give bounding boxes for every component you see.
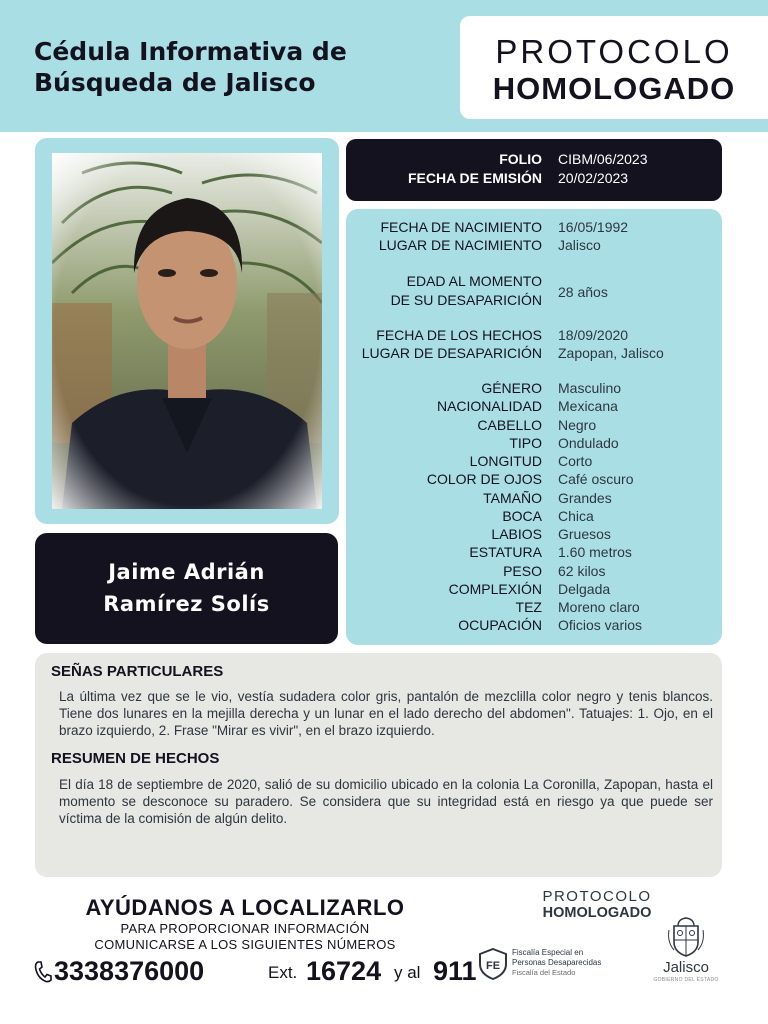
birth-date-label: FECHA DE NACIMIENTO — [380, 219, 542, 235]
feature-value: Delgada — [558, 580, 611, 597]
info-panel — [346, 209, 722, 645]
extension-label: Ext. — [268, 963, 298, 982]
jalisco-label: Jalisco — [663, 959, 709, 976]
fiscalia-badge-text: FE — [485, 960, 501, 972]
feature-value: Café oscuro — [558, 471, 634, 488]
feature-label: TAMAÑO — [483, 489, 542, 506]
age-label-line2: DE SU DESAPARICIÓN — [390, 292, 542, 308]
fiscalia-line1: Fiscalía Especial en — [512, 948, 584, 957]
help-subtitle-line2: COMUNICARSE A LOS SIGUIENTES NÚMEROS — [94, 937, 396, 952]
footer-protocol-line2: HOMOLOGADO — [542, 905, 652, 921]
age-value: 28 años — [558, 284, 608, 300]
person-photo — [52, 153, 322, 509]
fiscalia-text — [512, 948, 601, 978]
feature-label: NACIONALIDAD — [436, 398, 542, 415]
facts-summary-text: El día 18 de septiembre de 2020, salió de su domicilio ubicado en la colonia La Coronilla, Zapopan, hasta el momento se desconoce su paradero. Se considera que su integridad está en riesgo ya que puede ser víctima de la comisión de algún delito. — [59, 777, 713, 826]
disappearance-place-label: LUGAR DE DESAPARICIÓN — [361, 345, 542, 361]
help-subtitle-line1: PARA PROPORCIONAR INFORMACIÓN — [120, 921, 370, 936]
phone-number[interactable]: 3338376000 — [54, 956, 205, 986]
contact-phone-line — [34, 955, 477, 989]
feature-label: LONGITUD — [469, 453, 542, 469]
folio-value: CIBM/06/2023 — [558, 151, 648, 167]
issue-date-value: 20/02/2023 — [558, 170, 629, 186]
birth-place-value: Jalisco — [558, 237, 601, 253]
feature-value: Gruesos — [558, 526, 611, 542]
fiscalia-logo — [478, 946, 638, 986]
feature-label: COLOR DE OJOS — [426, 471, 542, 488]
feature-value: Negro — [558, 416, 597, 433]
person-photo-image — [52, 153, 322, 509]
fiscalia-shield-icon — [478, 948, 508, 980]
feature-label: COMPLEXIÓN — [448, 580, 542, 597]
distinguishing-marks-title: SEÑAS PARTICULARES — [51, 663, 224, 680]
distinguishing-marks-text: La última vez que se le vio, vestía sudadera color gris, pantalón de mezclilla color negro y tenis blancos. Tiene dos lunares en la mejilla derecha y un lunar en el lado derecho del abdomen". Tatuajes: 1. Ojo, en el brazo izquierdo, 2. Frase "Mirar es vivir", en el brazo izquierdo. — [59, 689, 713, 738]
birth-date-value: 16/05/1992 — [558, 219, 629, 235]
event-date-value: 18/09/2020 — [558, 327, 629, 343]
feature-label: TEZ — [515, 599, 542, 615]
document-title-line1: Cédula Informativa de — [34, 37, 347, 66]
feature-label: PESO — [503, 562, 542, 579]
document-title-line2: Búsqueda de Jalisco — [34, 68, 316, 97]
footer-protocol-line1: PROTOCOLO — [542, 888, 652, 905]
jalisco-logo — [648, 916, 724, 986]
person-name-line2: Ramírez Solís — [103, 592, 270, 616]
feature-label: OCUPACIÓN — [458, 617, 542, 634]
details-panel — [35, 653, 722, 877]
protocol-line2: HOMOLOGADO — [492, 71, 736, 106]
protocol-line1: PROTOCOLO — [495, 33, 733, 70]
folio-label: FOLIO — [499, 151, 542, 167]
issue-date-label: FECHA DE EMISIÓN — [407, 170, 542, 186]
footer-protocol-logo — [530, 889, 664, 921]
feature-value: Chica — [558, 507, 594, 524]
feature-value: 62 kilos — [558, 562, 606, 579]
event-date-label: FECHA DE LOS HECHOS — [376, 327, 542, 343]
facts-summary-title: RESUMEN DE HECHOS — [51, 750, 220, 767]
feature-value: Grandes — [558, 489, 612, 506]
disappearance-place-value: Zapopan, Jalisco — [558, 345, 664, 361]
person-name-card — [35, 533, 338, 644]
jalisco-sublabel: GOBIERNO DEL ESTADO — [653, 977, 719, 983]
feature-value: Masculino — [558, 380, 622, 396]
feature-label: LABIOS — [491, 526, 542, 542]
folio-panel — [346, 139, 722, 201]
feature-value: Corto — [558, 453, 593, 469]
help-locate-title: AYÚDANOS A LOCALIZARLO — [85, 895, 405, 920]
document-title — [34, 36, 347, 98]
feature-label: BOCA — [502, 507, 542, 524]
age-label-line1: EDAD AL MOMENTO — [406, 273, 542, 289]
feature-value: Ondulado — [558, 434, 619, 451]
photo-frame — [35, 138, 339, 524]
fiscalia-line3: Fiscalía del Estado — [512, 968, 576, 977]
feature-value: Oficios varios — [558, 617, 643, 634]
feature-value: Mexicana — [558, 398, 618, 415]
phone-icon — [34, 961, 52, 983]
feature-label: GÉNERO — [481, 380, 542, 396]
fiscalia-line2: Personas Desaparecidas — [512, 958, 602, 967]
feature-value: 1.60 metros — [558, 544, 632, 561]
birth-place-label: LUGAR DE NACIMIENTO — [378, 237, 542, 253]
protocol-banner — [460, 16, 768, 119]
person-name-line1: Jaime Adrián — [108, 560, 265, 584]
and-label: y al — [394, 963, 421, 982]
feature-value: Moreno claro — [558, 599, 640, 615]
extension-number: 16724 — [306, 956, 382, 986]
feature-label: TIPO — [509, 434, 542, 451]
feature-label: ESTATURA — [469, 544, 542, 561]
emergency-number[interactable]: 911 — [433, 956, 477, 986]
feature-label: CABELLO — [477, 416, 542, 433]
jalisco-coat-of-arms-icon — [666, 916, 706, 958]
